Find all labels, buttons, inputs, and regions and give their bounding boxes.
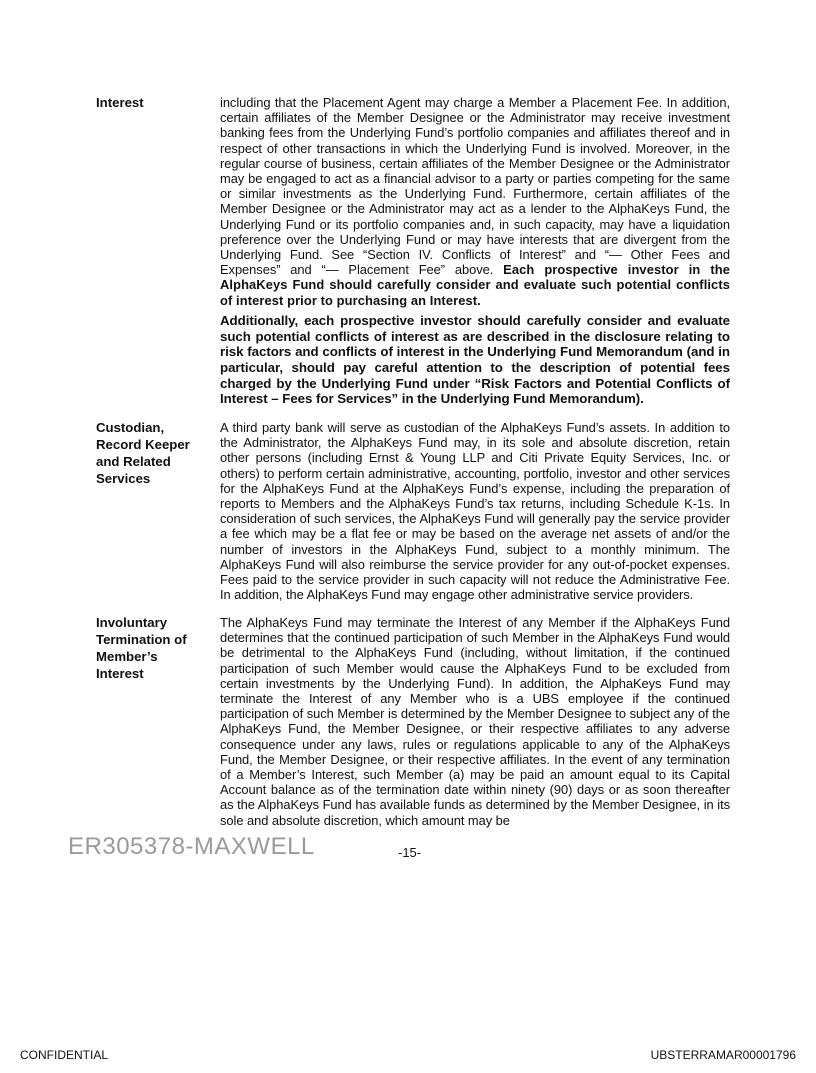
paragraph bbox=[220, 95, 730, 308]
bates-number: UBSTERRAMAR00001796 bbox=[650, 1048, 796, 1062]
paragraph-bold-text: Additionally, each prospective investor should carefully consider and evaluate such potential conflicts of interest as are described in the disclosure relating to risk factors and conflicts of interest in the Underlying Fund Memorandum (and in particular, should pay careful attention to the description of potential fees charged by the Underlying Fund under “Risk Factors and Potential Conflicts of Interest – Fees for Services” in the Underlying Fund Memorandum). bbox=[220, 312, 730, 407]
section-body bbox=[220, 420, 730, 607]
paragraph-text: A third party bank will serve as custodian of the AlphaKeys Fund’s assets. In addition to the Administrator, the AlphaKeys Fund may, in its sole and absolute discretion, retain other persons (including Ernst & Young LLP and Citi Private Equity Services, Inc. or others) to perform certain administrative, accounting, portfolio, investor and other services for the AlphaKeys Fund at the AlphaKeys Fund’s expense, including the preparation of reports to Members and the AlphaKeys Fund’s tax returns, including Schedule K-1s. In consideration of such services, the AlphaKeys Fund will generally pay the service provider a fee which may be a flat fee or may be based on the average net assets of and/or the number of investors in the AlphaKeys Fund, subject to a monthly minimum. The AlphaKeys Fund will also reimburse the service provider for any out-of-pocket expenses. Fees paid to the service provider in such capacity will not reduce the Administrative Fee. In addition, the AlphaKeys Fund may engage other administrative service providers. bbox=[220, 420, 730, 603]
section-interest bbox=[96, 95, 730, 412]
page-number: -15- bbox=[398, 845, 422, 860]
section-body bbox=[220, 95, 730, 412]
bold-paragraph bbox=[220, 313, 730, 407]
watermark-text: ER305378-MAXWELL bbox=[68, 833, 315, 860]
confidential-label: CONFIDENTIAL bbox=[20, 1048, 109, 1062]
paragraph-text: including that the Placement Agent may charge a Member a Placement Fee. In addition, certain affiliates of the Member Designee or the Administrator may receive investment banking fees from the Underlying Fund’s portfolio companies and affiliates thereof and in respect of other transactions in which the Underlying Fund is involved. Moreover, in the regular course of business, certain affiliates of the Member Designee or the Administrator may be engaged to act as a financial advisor to a party or parties competing for the same or similar investments as the Underlying Fund. Furthermore, certain affiliates of the Member Designee or the Administrator may act as a lender to the AlphaKeys Fund, the Underlying Fund or its portfolio companies and, in such capacity, may have a liquidation preference over the Underlying Fund or may have interests that are divergent from the Underlying Fund. See “Section IV. Conflicts of Interest” and “— Other Fees and Expenses” and “— Placement Fee” above. bbox=[220, 95, 730, 278]
paragraph-text: The AlphaKeys Fund may terminate the Interest of any Member if the AlphaKeys Fund determines that the continued participation of such Member in the AlphaKeys Fund would be detrimental to the AlphaKeys Fund (including, without limitation, if the continued participation of such Member would cause the AlphaKeys Fund to be excluded from certain investments by the Underlying Fund). In addition, the AlphaKeys Fund may terminate the Interest of any Member who is a UBS employee if the continued participation of such Member is determined by the Member Designee to subject any of the AlphaKeys Fund, the Member Designee, or their respective affiliates to any adverse consequence under any laws, rules or regulations applicable to any of the AlphaKeys Fund, the Member Designee, or their respective affiliates. In the event of any termination of a Member’s Interest, such Member (a) may be paid an amount equal to its Capital Account balance as of the termination date within ninety (90) days or as soon thereafter as the AlphaKeys Fund has available funds as determined by the Member Designee, in its sole and absolute discretion, which amount may be bbox=[220, 615, 730, 828]
paragraph bbox=[220, 615, 730, 828]
section-label: Interest bbox=[96, 95, 144, 110]
section-body bbox=[220, 615, 730, 833]
section-label: Custodian, Record Keeper and Related Services bbox=[96, 420, 190, 486]
paragraph bbox=[220, 420, 730, 602]
section-custodian bbox=[96, 420, 730, 607]
section-label: Involuntary Termination of Member’s Interest bbox=[96, 615, 187, 681]
section-involuntary-termination bbox=[96, 615, 730, 833]
paragraph-bold-text: Each prospective investor in the AlphaKeys Fund should carefully consider and evaluate such potential conflicts of interest prior to purchasing an Interest. bbox=[220, 262, 731, 308]
